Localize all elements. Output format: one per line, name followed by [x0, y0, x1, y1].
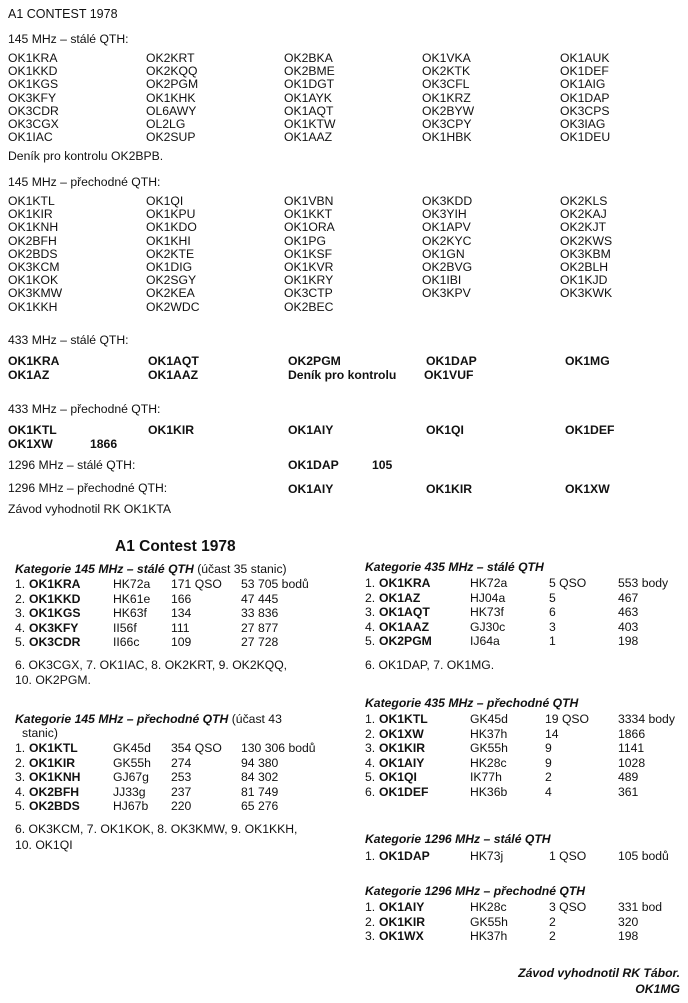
place: 3. [365, 929, 376, 943]
qso-count: 4 [545, 784, 552, 799]
qso-count: 2 [549, 914, 556, 929]
place: 1. [365, 849, 376, 863]
points: 3334 body [618, 712, 675, 726]
station-call: OK3KWK [560, 286, 613, 301]
s5-heading: 1296 MHz – stálé QTH: [8, 458, 136, 472]
place: 2. [365, 914, 376, 929]
points: 27 877 [241, 620, 279, 635]
station-call: OK2KTK [422, 64, 471, 79]
place: 1. [15, 577, 26, 591]
points: 489 [618, 770, 639, 784]
place: 4. [365, 619, 376, 634]
station-call: OK2KLS [560, 194, 608, 208]
station-call: OK2SGY [146, 273, 197, 288]
station-call: OK1GN [422, 246, 465, 261]
points: 65 276 [241, 799, 279, 813]
station-call: OK1DAP [379, 849, 430, 863]
locator: HK37h [470, 929, 508, 943]
station-call: OK1PG [284, 233, 326, 248]
station-call: OK1KKH [8, 299, 58, 314]
station-call: OK2BFH [8, 233, 57, 248]
station-call: OK3CFL [422, 77, 470, 92]
station-call: OK1AIG [560, 77, 606, 92]
station-call: OK1AQT [284, 103, 334, 118]
station-call: OK1KNH [29, 770, 81, 784]
station-call: OK1WX [379, 929, 424, 943]
station-call: OK1KVR [284, 259, 334, 274]
locator: GJ30c [470, 619, 506, 634]
station-call: OK1AAZ [379, 619, 430, 634]
station-call: OK1KRZ [422, 90, 471, 105]
k1-tail-1: 6. OK3CGX, 7. OK1IAC, 8. OK2KRT, 9. OK2KQQ, [15, 658, 288, 672]
top-title: A1 CONTEST 1978 [8, 7, 118, 21]
place: 2. [15, 591, 26, 606]
points: 361 [618, 784, 639, 799]
points: 33 836 [241, 606, 279, 620]
station-call: OK1KRA [29, 577, 81, 591]
station-score: 1866 [90, 437, 118, 451]
station-call: OK2KJT [560, 220, 607, 235]
k2-tail-1: 6. OK3KCM, 7. OK1KOK, 8. OK3KMW, 9. OK1KKH, [15, 822, 298, 836]
station-call: OK3KFY [29, 620, 79, 635]
station-call: OK2KYC [422, 233, 472, 248]
station-call: OK1KRY [284, 273, 334, 288]
place: 1. [15, 741, 26, 755]
station-call: OK1KJD [560, 273, 608, 288]
points: 1028 [618, 755, 646, 770]
points: 105 bodů [618, 849, 669, 863]
k3-tail-1: 6. OK1DAP, 7. OK1MG. [365, 658, 495, 672]
place: 1. [365, 576, 376, 590]
qso-count: 171 QSO [171, 577, 222, 591]
qso-count: 19 QSO [545, 712, 590, 726]
locator: HJ67b [113, 799, 149, 813]
s1-note: Deník pro kontrolu OK2BPB. [8, 149, 164, 163]
qso-count: 111 [171, 620, 190, 635]
qso-count: 14 [545, 726, 559, 741]
locator: II56f [113, 620, 137, 635]
points: 320 [618, 914, 639, 929]
station-call: OK1VKA [422, 51, 471, 65]
station-call: OK2BFH [29, 784, 80, 799]
points: 198 [618, 929, 639, 943]
station-call: OK3KDD [422, 194, 473, 208]
qso-count: 1 [549, 634, 556, 648]
station-call: OK1KIR [379, 914, 426, 929]
bottom-footer-1: Závod vyhodnotil RK Tábor. [518, 966, 680, 980]
points: 47 445 [241, 591, 279, 606]
station-call: OK2BLH [560, 259, 609, 274]
place: 2. [365, 726, 376, 741]
place: 5. [15, 799, 26, 813]
locator: GK55h [113, 755, 151, 770]
locator: GK55h [470, 914, 508, 929]
station-call: OK3CPY [422, 116, 472, 131]
station-call: OK1DAP [426, 354, 477, 368]
station-call: OK1DEF [565, 423, 615, 437]
station-call: OK3CTP [284, 286, 333, 301]
points: 1866 [618, 726, 646, 741]
qso-count: 5 QSO [549, 576, 587, 590]
locator: GK45d [113, 741, 151, 755]
place: 1. [365, 712, 376, 726]
k1-tail-2: 10. OK2PGM. [15, 673, 91, 687]
station-call: OK2WDC [146, 299, 200, 314]
station-call: OK2PGM [379, 634, 432, 648]
station-call: OK3CGX [8, 116, 59, 131]
station-call: OK1KTW [284, 116, 336, 131]
locator: HK37h [470, 726, 508, 741]
station-call: OK3KFY [8, 90, 57, 105]
qso-count: 354 QSO [171, 741, 222, 755]
locator: GK45d [470, 712, 508, 726]
station-call: OK1KTL [29, 741, 78, 755]
station-call: OK1KIR [29, 755, 76, 770]
station-call: OK3IAG [560, 116, 606, 131]
locator: HK36b [470, 784, 508, 799]
locator: IK77h [470, 770, 502, 784]
station-call: OK1AYK [284, 90, 332, 105]
s2-heading: 145 MHz – přechodné QTH: [8, 175, 161, 189]
place: 3. [15, 606, 26, 620]
station-call: OK3CDR [29, 635, 81, 649]
station-call: OK2KAJ [560, 207, 607, 222]
place: 3. [15, 770, 26, 784]
k3-heading: Kategorie 435 MHz – stálé QTH [365, 560, 544, 574]
station-call: OK1KSF [284, 246, 333, 261]
s6-heading: 1296 MHz – přechodné QTH: [8, 481, 168, 495]
locator: HK73f [470, 605, 504, 619]
s3-note-call: OK1VUF [424, 368, 474, 382]
bottom-footer-2: OK1MG [635, 982, 680, 996]
locator: GJ67g [113, 770, 149, 784]
locator: HK61e [113, 591, 151, 606]
place: 2. [15, 755, 26, 770]
station-call: OK1KHK [146, 90, 196, 105]
qso-count: 3 QSO [549, 900, 587, 914]
locator: HK28c [470, 900, 507, 914]
station-call: OK2PGM [146, 77, 199, 92]
station-call: OK1IAC [8, 130, 53, 145]
place: 4. [365, 755, 376, 770]
k1-heading-extra: (účast 35 stanic) [197, 562, 287, 576]
station-call: OK2KEA [146, 286, 195, 301]
points: 467 [618, 590, 639, 605]
qso-count: 220 [171, 799, 192, 813]
station-call: OK3YIH [422, 207, 467, 222]
points: 331 bod [618, 900, 663, 914]
k1-heading: Kategorie 145 MHz – stálé QTH [15, 562, 194, 576]
station-call: OK1APV [422, 220, 471, 235]
k4-heading: Kategorie 435 MHz – přechodné QTH [365, 696, 579, 710]
points: 198 [618, 634, 639, 648]
station-call: OK1QI [426, 423, 464, 437]
station-call: OK1DEU [560, 130, 611, 145]
k6-heading: Kategorie 1296 MHz – přechodné QTH [365, 884, 586, 898]
s1-heading: 145 MHz – stálé QTH: [8, 32, 129, 46]
station-call: OK1AAZ [284, 130, 333, 145]
station-call: OK1DEF [560, 64, 609, 79]
station-call: OK3CDR [8, 103, 59, 118]
station-call: OK1AIY [379, 755, 425, 770]
station-call: OK1KDO [146, 220, 197, 235]
station-call: OK2KRT [146, 51, 195, 65]
qso-count: 9 [545, 741, 552, 755]
place: 5. [365, 770, 376, 784]
points: 53 705 bodů [241, 577, 309, 591]
station-call: OK1VBN [284, 194, 334, 208]
k2-tail-2: 10. OK1QI [15, 838, 73, 852]
k2-heading-extra-2: stanic) [22, 726, 58, 740]
station-call: OK1KTL [8, 423, 57, 437]
place: 4. [15, 620, 26, 635]
station-call: OK2BDS [29, 799, 80, 813]
place: 4. [15, 784, 26, 799]
locator: HK72a [470, 576, 508, 590]
place: 3. [365, 741, 376, 755]
place: 2. [365, 590, 376, 605]
qso-count: 134 [171, 606, 192, 620]
station-call: OK1KTL [379, 712, 428, 726]
station-call: OK1KKD [8, 64, 58, 79]
station-call: OK2BEC [284, 299, 334, 314]
qso-count: 2 [549, 929, 556, 943]
station-call: OK1AZ [379, 590, 421, 605]
station-call: OK1KNH [8, 220, 59, 235]
station-call: OK1XW [379, 726, 424, 741]
station-call: OK2KWS [560, 233, 613, 248]
points: 130 306 bodů [241, 741, 316, 755]
station-call: OK1KHI [146, 233, 191, 248]
s5-call: OK1DAP [288, 458, 339, 472]
locator: IJ64a [470, 634, 500, 648]
qso-count: 9 [545, 755, 552, 770]
station-call: OK1KOK [8, 273, 59, 288]
s4-heading: 433 MHz – přechodné QTH: [8, 402, 161, 416]
place: 3. [365, 605, 376, 619]
station-call: OK1DIG [146, 259, 193, 274]
station-call: OK1KGS [8, 77, 59, 92]
points: 1141 [618, 741, 645, 755]
station-call: OK1AQT [148, 354, 199, 368]
bottom-title: A1 Contest 1978 [115, 538, 236, 555]
top-footer: Závod vyhodnotil RK OK1KTA [8, 502, 172, 516]
station-call: OK2BYW [422, 103, 475, 118]
station-call: OK1AIY [288, 423, 334, 437]
station-call: OK1KIR [379, 741, 426, 755]
station-call: OK2KTE [146, 246, 195, 261]
qso-count: 166 [171, 591, 192, 606]
k5-heading: Kategorie 1296 MHz – stálé QTH [365, 832, 551, 846]
station-call: OK2KQQ [146, 64, 198, 79]
qso-count: 274 [171, 755, 192, 770]
k2-heading-extra: (účast 43 [231, 712, 282, 726]
qso-count: 3 [549, 619, 556, 634]
station-call: OK1IBI [422, 273, 462, 288]
points: 94 380 [241, 755, 279, 770]
s3-note: Deník pro kontrolu [288, 368, 397, 382]
s5-value: 105 [372, 458, 393, 472]
station-call: OK1KRA [8, 354, 60, 368]
station-call: OK3KPV [422, 286, 471, 301]
station-call: OK1KIR [426, 482, 473, 496]
qso-count: 1 QSO [549, 849, 587, 863]
locator: HK73j [470, 849, 504, 863]
station-call: OK1XW [8, 437, 53, 451]
locator: GK55h [470, 741, 508, 755]
qso-count: 253 [171, 770, 192, 784]
station-call: OK1AIY [288, 482, 334, 496]
points: 84 302 [241, 770, 279, 784]
station-call: OK1DGT [284, 77, 335, 92]
station-call: OK1DAP [560, 90, 610, 105]
station-call: OK2BME [284, 64, 335, 79]
station-call: OK3KMW [8, 286, 63, 301]
points: 553 body [618, 576, 669, 590]
station-call: OK3KCM [8, 259, 60, 274]
station-call: OK1AZ [8, 368, 50, 382]
station-call: OK1KKT [284, 207, 333, 222]
station-call: OK1KPU [146, 207, 196, 222]
locator: HK72a [113, 577, 151, 591]
station-call: OK1KTL [8, 194, 55, 208]
place: 5. [365, 634, 376, 648]
qso-count: 5 [549, 590, 556, 605]
station-call: OK2BDS [8, 246, 58, 261]
station-call: OK1KGS [29, 606, 81, 620]
station-call: OK1KIR [148, 423, 195, 437]
station-call: OK3CPS [560, 103, 610, 118]
k2-heading-line [15, 712, 282, 726]
qso-count: 109 [171, 635, 192, 649]
points: 403 [618, 619, 639, 634]
station-call: OK2BVG [422, 259, 473, 274]
k2-heading: Kategorie 145 MHz – přechodné QTH [15, 712, 229, 726]
station-call: OK1AQT [379, 605, 430, 619]
qso-count: 6 [549, 605, 556, 619]
qso-count: 237 [171, 784, 192, 799]
station-call: OK2PGM [288, 354, 341, 368]
station-call: OK1HBK [422, 130, 472, 145]
station-call: OK1QI [379, 770, 417, 784]
station-call: OK1KRA [8, 51, 58, 65]
station-call: OK1KKD [29, 591, 81, 606]
locator: II66c [113, 635, 140, 649]
station-call: OK1MG [565, 354, 610, 368]
station-call: OK3KBM [560, 246, 611, 261]
station-call: OK1XW [565, 482, 610, 496]
station-call: OK1KRA [379, 576, 431, 590]
station-call: OL2LG [146, 116, 186, 131]
station-call: OK1ORA [284, 220, 335, 235]
station-call: OL6AWY [146, 103, 197, 118]
station-call: OK1AAZ [148, 368, 199, 382]
station-call: OK2SUP [146, 130, 196, 145]
locator: HJ04a [470, 590, 506, 605]
station-call: OK1AUK [560, 51, 610, 65]
station-call: OK1KIR [8, 207, 53, 222]
place: 6. [365, 784, 376, 799]
station-call: OK1AIY [379, 900, 425, 914]
k1-heading-line [15, 562, 287, 576]
points: 81 749 [241, 784, 279, 799]
station-call: OK1DEF [379, 784, 429, 799]
locator: HK63f [113, 606, 147, 620]
station-call: OK2BKA [284, 51, 333, 65]
locator: HK28c [470, 755, 507, 770]
locator: JJ33g [113, 784, 146, 799]
points: 463 [618, 605, 639, 619]
s3-heading: 433 MHz – stálé QTH: [8, 333, 129, 347]
points: 27 728 [241, 635, 279, 649]
place: 1. [365, 900, 376, 914]
station-call: OK1QI [146, 194, 184, 208]
place: 5. [15, 635, 26, 649]
qso-count: 2 [545, 770, 552, 784]
